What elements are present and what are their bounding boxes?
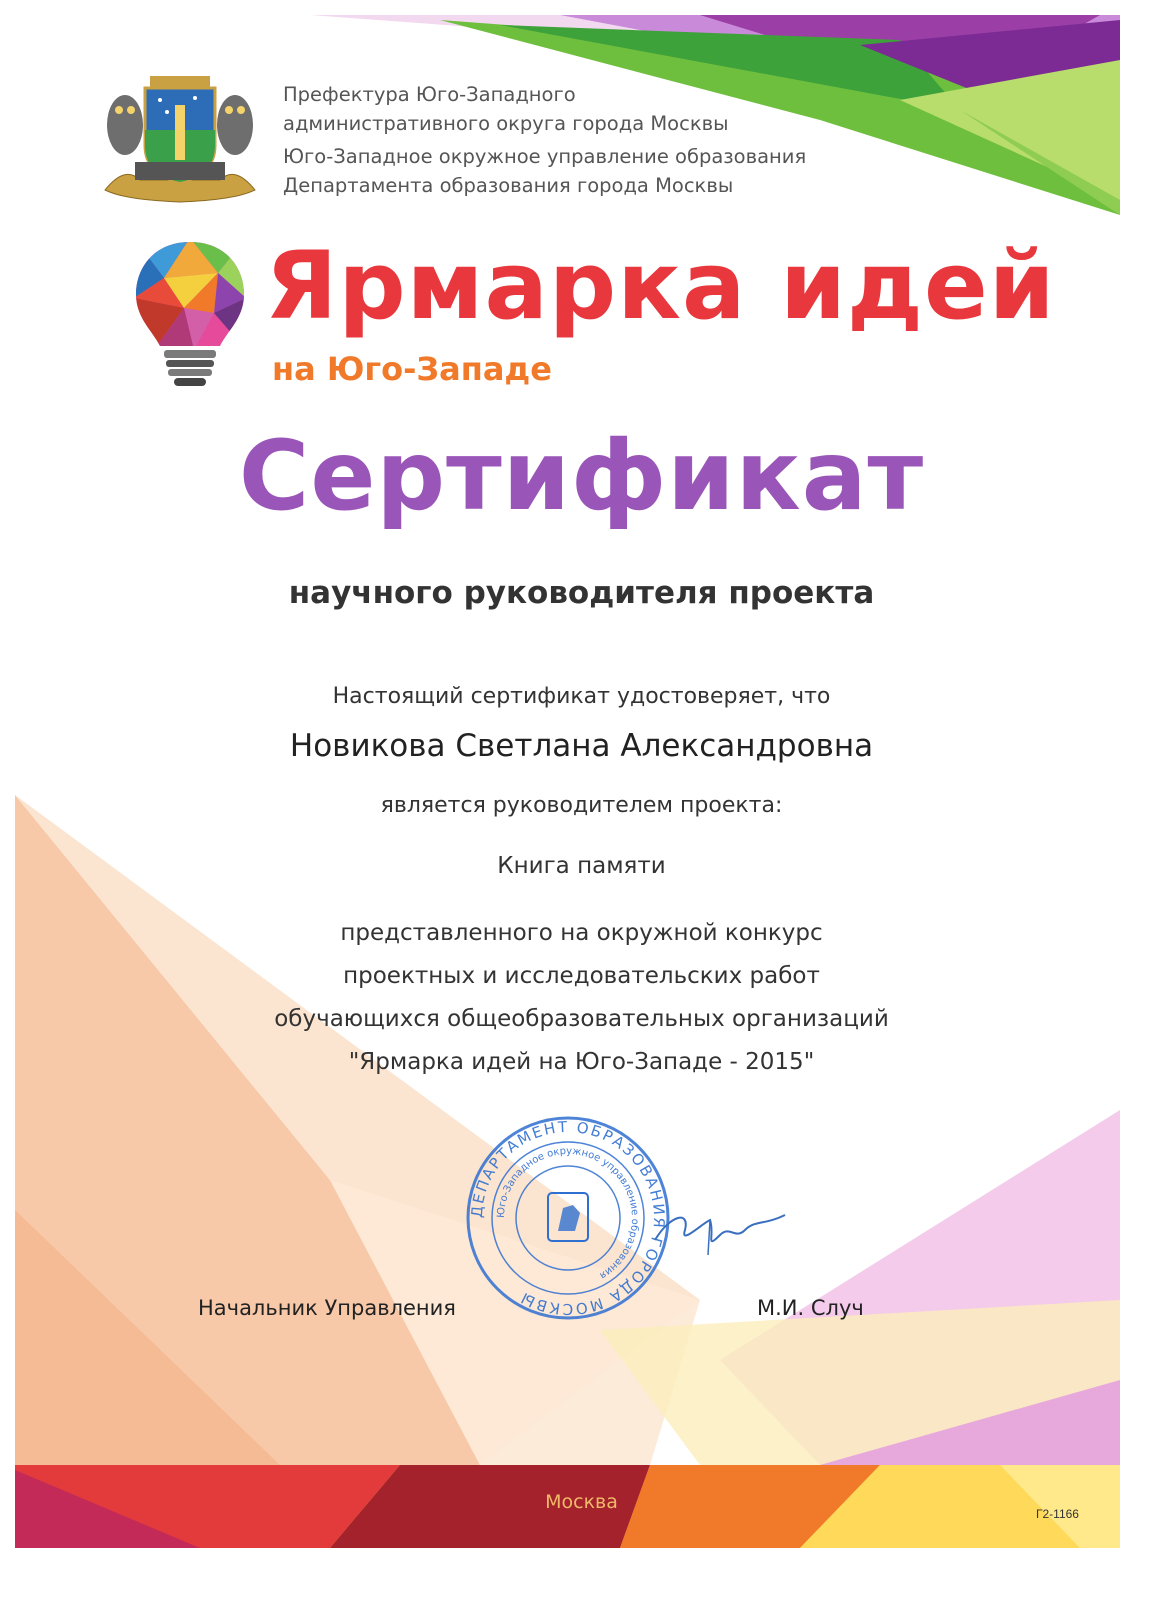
event-subtitle: на Юго-Западе [272,350,552,388]
form-code: Г2-1166 [1036,1507,1079,1521]
department-block [283,142,806,200]
certificate-kind: научного руководителя проекта [288,575,875,611]
stamp-inner-text: Юго-Западное окружное управление образования [495,1145,641,1281]
stamp-outer-text: ДЕПАРТАМЕНТ ОБРАЗОВАНИЯ ГОРОДА МОСКВЫ [467,1117,669,1319]
official-stamp [463,1113,673,1323]
district-coat-of-arms-icon [95,70,265,205]
signer-position: Начальник Управления [198,1296,456,1320]
org-line-1: Префектура Юго-Западного [283,83,576,106]
competition-line-2: проектных и исследовательских работ [343,963,820,989]
role-text: является руководителем проекта: [380,793,783,818]
footer-city: Москва [545,1491,618,1513]
org-line-4: Департамента образования города Москвы [283,174,734,197]
lightbulb-logo-icon [134,238,246,398]
competition-line-3: обучающихся общеобразовательных организаций [274,1006,889,1032]
organization-block [283,80,729,138]
signer-name: М.И. Случ [757,1296,864,1320]
competition-description [0,912,1163,1084]
handwritten-signature [650,1195,790,1265]
recipient-name: Новикова Светлана Александровна [289,728,874,764]
competition-line-1: представленного на окружной конкурс [340,920,823,946]
event-title: Ярмарка идей [265,232,1056,341]
org-line-3: Юго-Западное окружное управление образования [283,145,807,168]
certificate-intro: Настоящий сертификат удостоверяет, что [332,684,831,709]
project-title: Книга памяти [497,853,666,879]
competition-line-4: "Ярмарка идей на Юго-Западе - 2015" [348,1049,815,1075]
certificate-heading: Сертификат [238,420,925,532]
org-line-2: административного округа города Москвы [283,112,729,135]
moscow-emblem-icon [558,1205,580,1231]
